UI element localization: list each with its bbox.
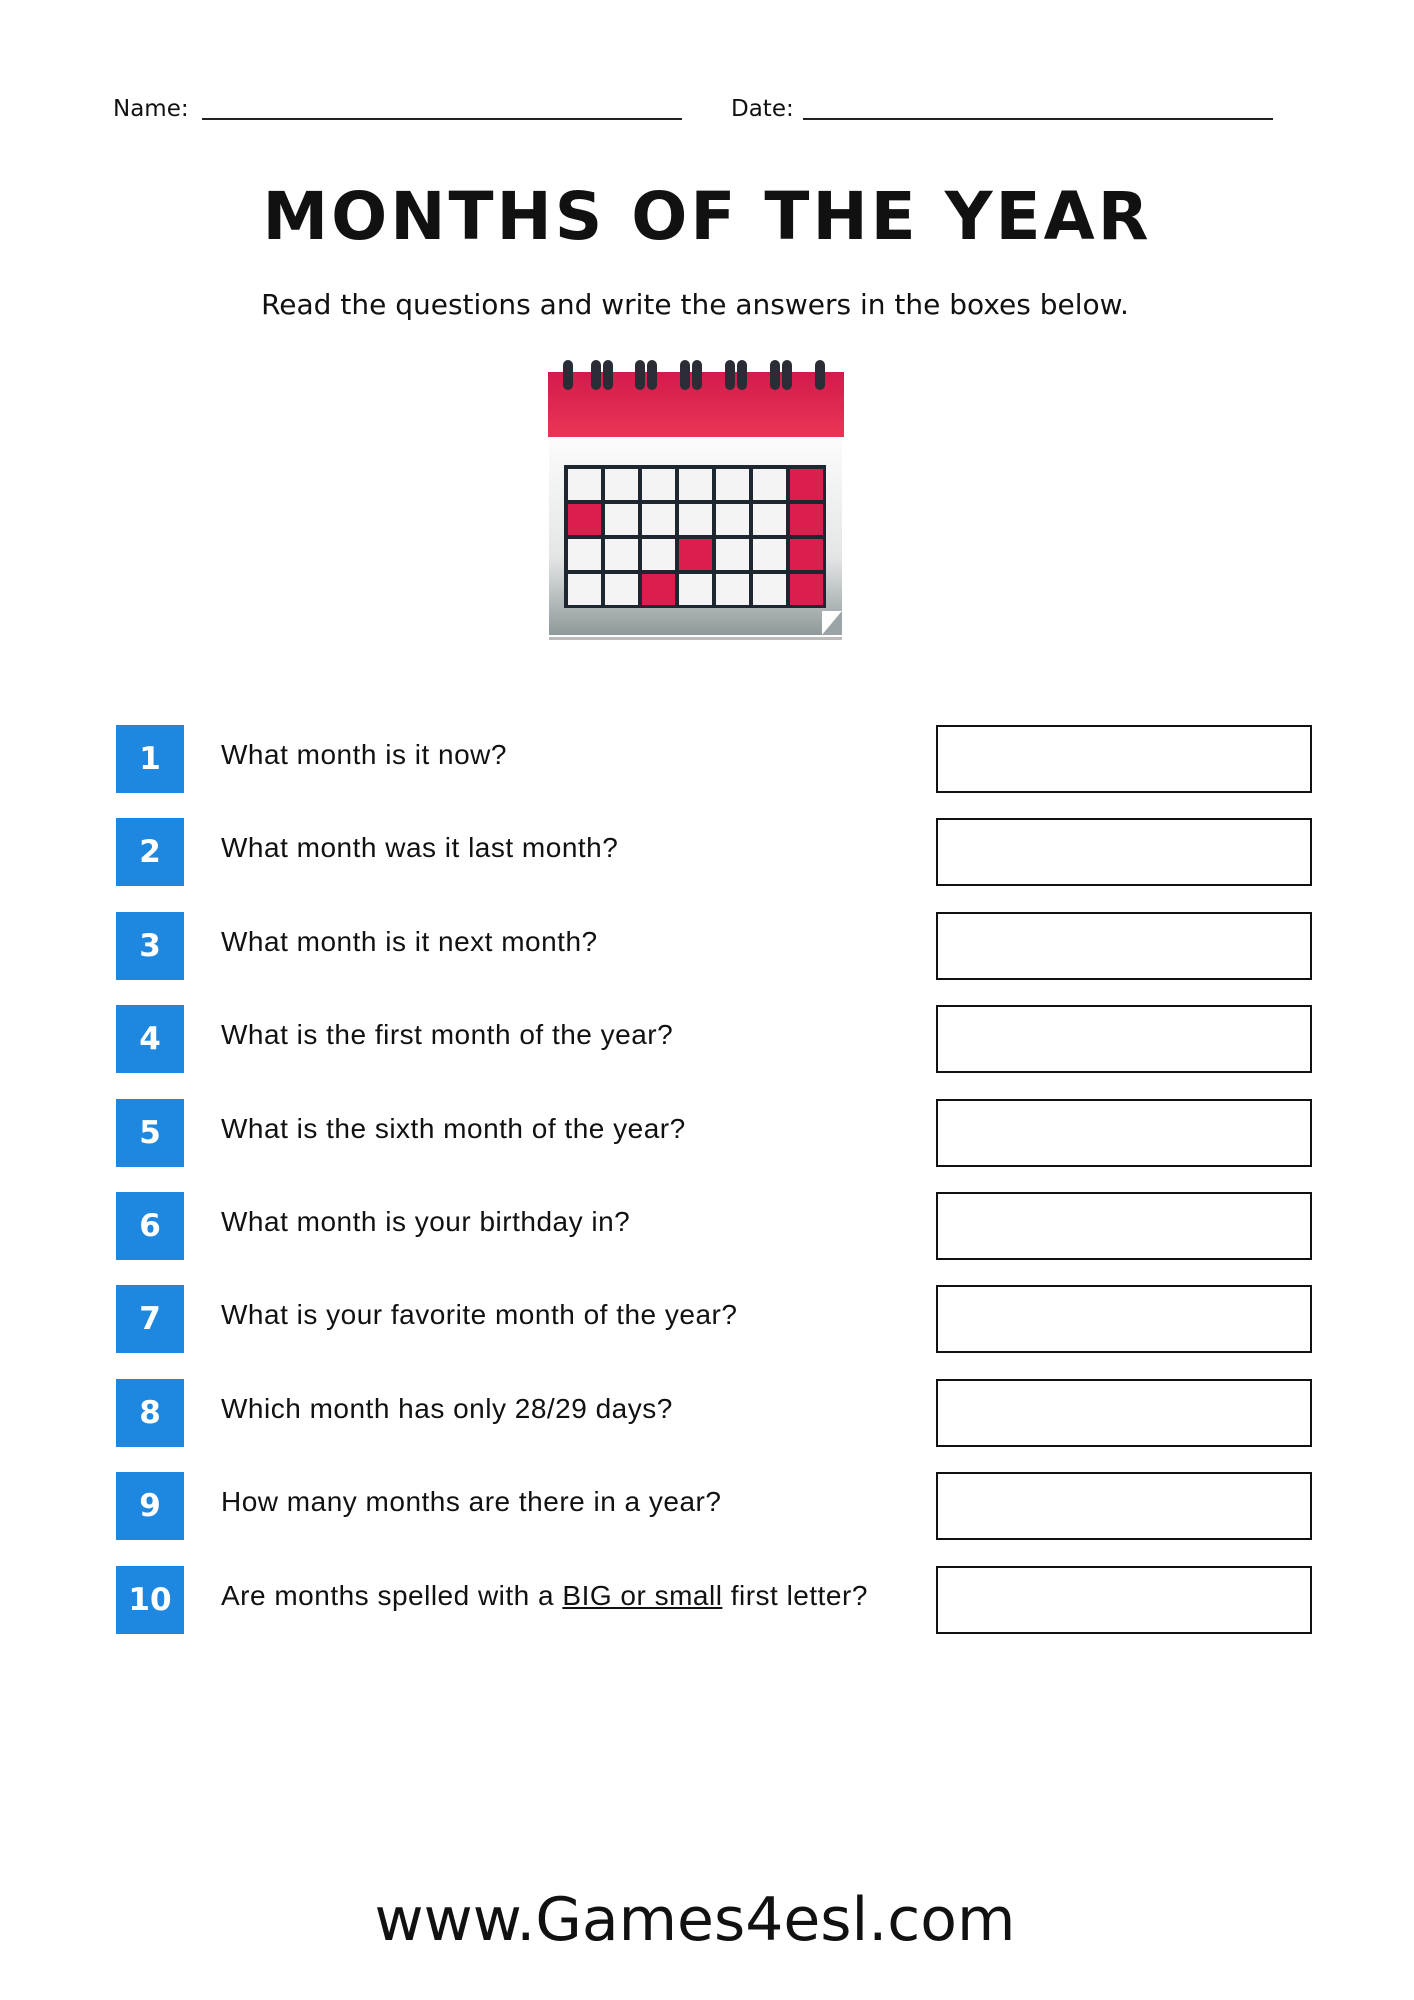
question-number: 8 <box>116 1379 184 1447</box>
calendar-cell <box>679 539 712 570</box>
binding-ring <box>591 360 601 390</box>
calendar-cell <box>568 469 601 500</box>
binding-ring <box>563 360 573 390</box>
calendar-cell <box>716 539 749 570</box>
calendar-cell <box>679 574 712 605</box>
question-row <box>116 1472 1312 1540</box>
underlined-text: BIG or small <box>562 1579 723 1611</box>
question-text: What is the first month of the year? <box>221 1019 674 1051</box>
question-text: What month is it next month? <box>221 925 598 957</box>
instructions: Read the questions and write the answers in the boxes below. <box>261 288 1129 321</box>
question-text: What is the sixth month of the year? <box>221 1112 686 1144</box>
question-row <box>116 912 1312 980</box>
answer-box[interactable] <box>936 1472 1312 1540</box>
date-label: Date: <box>731 96 794 122</box>
binding-ring <box>725 360 735 390</box>
calendar-cell <box>679 504 712 535</box>
calendar-cell <box>642 504 675 535</box>
calendar-cell <box>753 469 786 500</box>
binding-ring <box>692 360 702 390</box>
answer-box[interactable] <box>936 1379 1312 1447</box>
calendar-cell <box>568 539 601 570</box>
calendar-cell <box>716 469 749 500</box>
binding-ring <box>737 360 747 390</box>
question-text <box>221 1580 868 1612</box>
calendar-cell <box>605 539 638 570</box>
question-text: What month was it last month? <box>221 832 619 864</box>
calendar-cell <box>790 469 823 500</box>
calendar-cell <box>790 539 823 570</box>
name-field[interactable] <box>202 118 682 120</box>
binding-ring <box>680 360 690 390</box>
calendar-cell <box>605 574 638 605</box>
question-number: 5 <box>116 1099 184 1167</box>
calendar-cell <box>568 504 601 535</box>
question-row <box>116 725 1312 793</box>
answer-box[interactable] <box>936 1005 1312 1073</box>
calendar-cell <box>679 469 712 500</box>
calendar-icon <box>546 345 846 645</box>
question-number: 3 <box>116 912 184 980</box>
calendar-cell <box>642 539 675 570</box>
question-row <box>116 1099 1312 1167</box>
question-text-part: Are months spelled with a <box>221 1579 563 1611</box>
question-row <box>116 1005 1312 1073</box>
answer-box[interactable] <box>936 818 1312 886</box>
calendar-cell <box>605 504 638 535</box>
binding-ring <box>782 360 792 390</box>
name-label: Name: <box>113 96 189 122</box>
calendar-cell <box>642 574 675 605</box>
answer-box[interactable] <box>936 912 1312 980</box>
calendar-cell <box>753 504 786 535</box>
question-row <box>116 818 1312 886</box>
binding-ring <box>603 360 613 390</box>
question-number: 1 <box>116 725 184 793</box>
calendar-cell <box>568 574 601 605</box>
question-text: What month is it now? <box>221 739 507 770</box>
answer-box[interactable] <box>936 725 1312 793</box>
calendar-cell <box>642 469 675 500</box>
calendar-cell <box>716 504 749 535</box>
calendar-cell <box>716 574 749 605</box>
binding-ring <box>635 360 645 390</box>
answer-box[interactable] <box>936 1192 1312 1260</box>
binding-ring <box>647 360 657 390</box>
question-text-part: first letter? <box>722 1579 868 1611</box>
question-row <box>116 1566 1312 1634</box>
date-field[interactable] <box>803 118 1273 120</box>
calendar-cell <box>790 574 823 605</box>
question-text: What is your favorite month of the year? <box>221 1299 738 1331</box>
question-number: 2 <box>116 818 184 886</box>
page-title: MONTHS OF THE YEAR <box>262 178 1152 255</box>
binding-ring <box>815 360 825 390</box>
footer-website: www.Games4esl.com <box>374 1885 1016 1955</box>
question-row <box>116 1192 1312 1260</box>
calendar-cell <box>753 574 786 605</box>
question-number: 9 <box>116 1472 184 1540</box>
calendar-cell <box>753 539 786 570</box>
question-number: 4 <box>116 1005 184 1073</box>
answer-box[interactable] <box>936 1285 1312 1353</box>
question-number: 10 <box>116 1566 184 1634</box>
question-text: What month is your birthday in? <box>221 1206 631 1237</box>
answer-box[interactable] <box>936 1566 1312 1634</box>
question-row <box>116 1285 1312 1353</box>
binding-ring <box>770 360 780 390</box>
calendar-cell <box>790 504 823 535</box>
question-number: 7 <box>116 1285 184 1353</box>
question-text: How many months are there in a year? <box>221 1486 722 1518</box>
answer-box[interactable] <box>936 1099 1312 1167</box>
question-row <box>116 1379 1312 1447</box>
question-text: Which month has only 28/29 days? <box>221 1392 673 1424</box>
calendar-cell <box>605 469 638 500</box>
question-number: 6 <box>116 1192 184 1260</box>
